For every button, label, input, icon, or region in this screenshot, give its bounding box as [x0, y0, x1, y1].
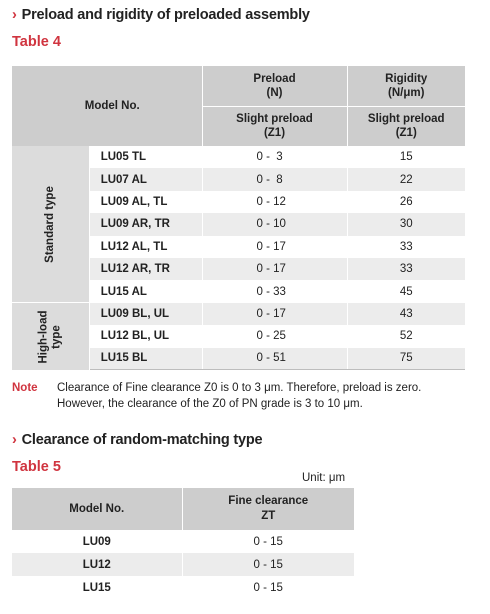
table-row-model: LU09 [12, 530, 182, 553]
note-line-2: However, the clearance of the Z0 of PN grade is 3 to 10 μm. [57, 398, 363, 410]
table-row-rigidity: 26 [399, 195, 413, 208]
group-label-standard [12, 146, 89, 303]
preload-sub-title: Slight preload [236, 113, 313, 126]
table-row-model: LU15 AL [89, 280, 202, 302]
table-row-preload: 0 - 10 [202, 213, 347, 235]
section-heading-text: Preload and rigidity of preloaded assembly [21, 7, 310, 23]
note-text [57, 380, 477, 412]
table-row-clearance: 0 - 15 [253, 535, 283, 548]
rigidity-subheader [347, 106, 465, 146]
table-row-model: LU09 AR, TR [89, 213, 202, 235]
table-row-model: LU12 BL, UL [89, 325, 202, 347]
preload-subheader [202, 106, 347, 146]
preload-header-unit: (N) [266, 86, 283, 99]
table-row-preload: 0 - 8 [202, 168, 347, 190]
table-row-rigidity: 52 [399, 330, 413, 343]
clearance-header-title: Fine clearance [228, 495, 309, 507]
chevron-right-icon: › [12, 7, 17, 23]
group-label-high-load-line2: type [50, 324, 63, 349]
group-label-high-load-text [37, 310, 63, 363]
clearance-header [182, 488, 354, 530]
preload-rigidity-table [12, 66, 465, 370]
rigidity-header-title: Rigidity [385, 72, 428, 85]
group-label-high-load-line1: High-load [37, 310, 50, 364]
table-row-preload: 0 - 17 [202, 303, 347, 325]
table-row-rigidity: 30 [347, 213, 465, 235]
preload-header-title: Preload [253, 72, 296, 85]
table-row-preload: 0 - 25 [202, 325, 347, 347]
chevron-right-icon: › [12, 432, 17, 448]
section-heading-text: Clearance of random-matching type [21, 432, 263, 448]
note-line-1: Clearance of Fine clearance Z0 is 0 to 3 μm. Therefore, preload is zero. [57, 382, 422, 394]
table-row-preload: 0 - 12 [202, 191, 347, 213]
table-row-rigidity: 75 [347, 348, 465, 370]
table-row-model: LU09 BL, UL [89, 303, 202, 325]
table-row-model: LU15 BL [89, 348, 202, 370]
rigidity-sub-title: Slight preload [367, 113, 445, 126]
table-row-clearance: 0 - 15 [253, 581, 283, 594]
table-row-rigidity: 33 [399, 240, 413, 253]
table-row-model: LU12 [12, 553, 182, 576]
table-row-preload: 0 - 33 [202, 280, 347, 302]
table-row-preload: 0 - 17 [202, 258, 347, 280]
table-row-rigidity: 22 [347, 168, 465, 190]
rigidity-sub-code: (Z1) [395, 127, 417, 140]
model-header: Model No. [12, 66, 202, 146]
table-row-clearance: 0 - 15 [182, 553, 354, 576]
rigidity-header [347, 66, 465, 106]
table-row-model: LU15 [12, 576, 182, 599]
table-label-4: Table 4 [12, 34, 61, 50]
table-row-model: LU07 AL [89, 168, 202, 190]
preload-sub-code: (Z1) [263, 127, 286, 140]
table-row-model: LU12 AR, TR [89, 258, 202, 280]
table-row-model: LU12 AL, TL [89, 236, 202, 258]
table-row-model: LU05 TL [89, 146, 202, 168]
unit-label: Unit: μm [302, 472, 346, 484]
table-row-rigidity: 33 [347, 258, 465, 280]
group-label-high-load [12, 303, 89, 370]
table-row-rigidity: 15 [399, 151, 413, 164]
table-row-model: LU09 AL, TL [89, 191, 202, 213]
table-row-preload: 0 - 3 [202, 146, 347, 168]
table-row-rigidity: 43 [347, 303, 465, 325]
table-row-rigidity: 45 [399, 285, 413, 298]
model-header: Model No. [12, 488, 182, 530]
table-row-preload: 0 - 51 [202, 348, 347, 370]
table-row-preload: 0 - 17 [202, 236, 347, 258]
section-heading-clearance [12, 432, 262, 448]
preload-header [202, 66, 347, 106]
section-heading-preload [12, 7, 310, 23]
clearance-header-code: ZT [261, 510, 276, 522]
note-label: Note [12, 382, 38, 394]
rigidity-header-unit: (N/μm) [388, 86, 425, 99]
table-label-5: Table 5 [12, 459, 61, 475]
clearance-table [12, 488, 354, 599]
group-label-standard-text: Standard type [43, 185, 56, 263]
